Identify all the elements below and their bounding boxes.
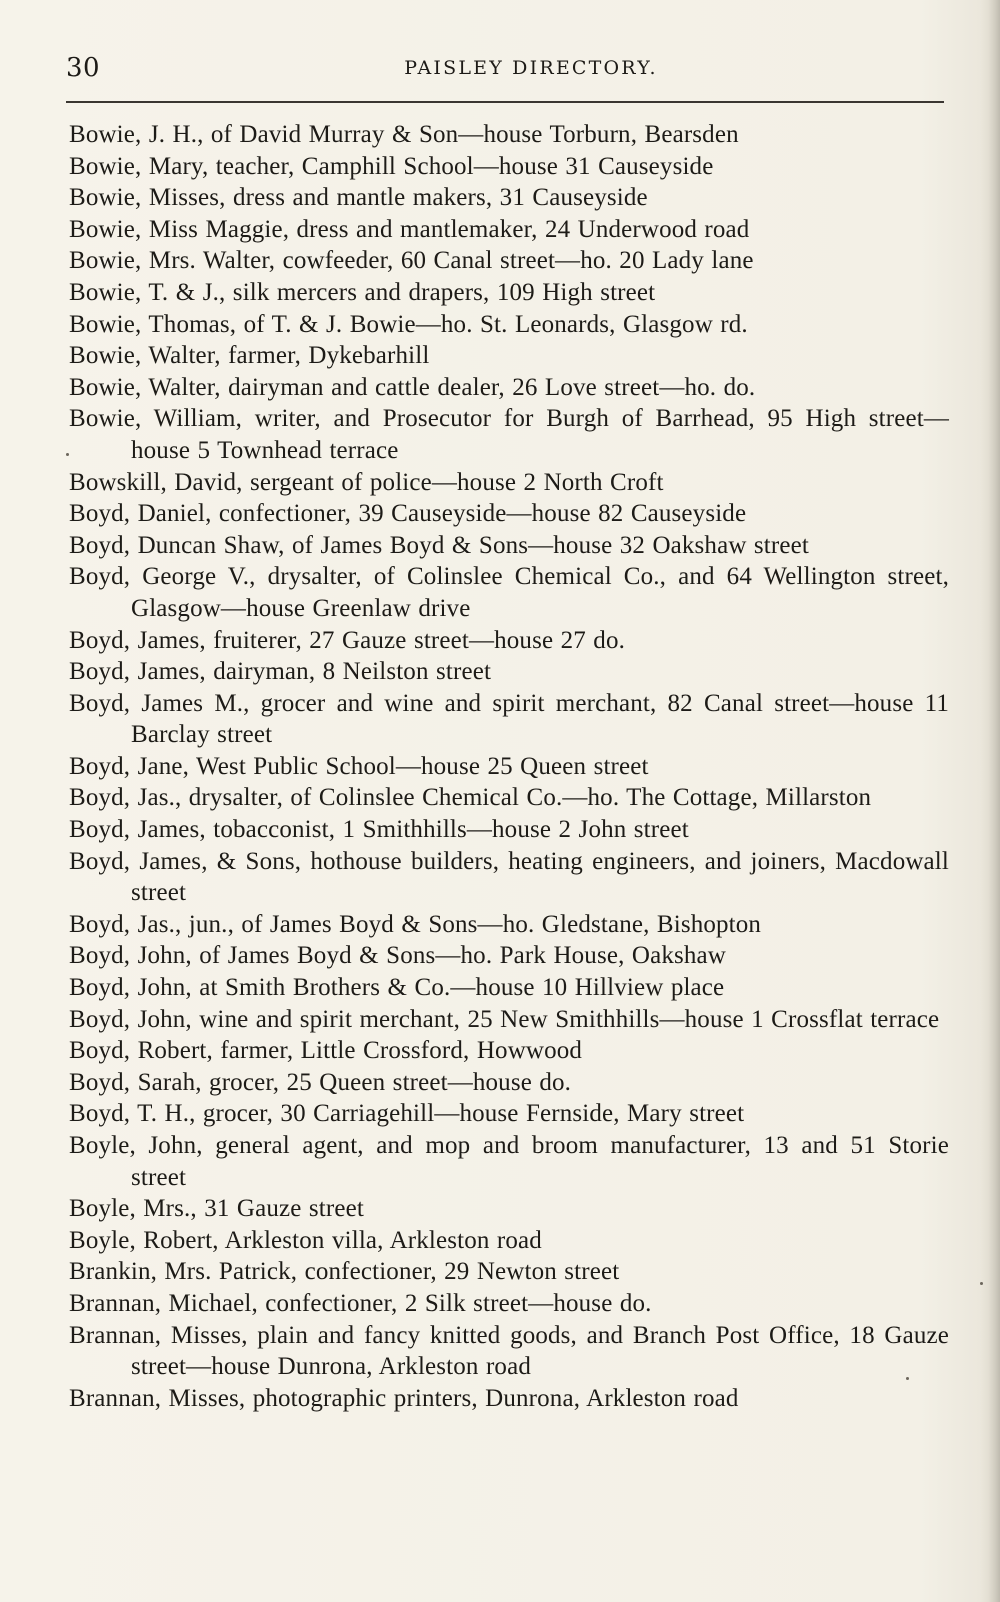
page-header — [66, 48, 946, 88]
directory-entry: Bowie, Walter, dairyman and cattle dealer, 26 Love street—ho. do. — [69, 373, 756, 401]
directory-entry: Boyd, John, of James Boyd & Sons—ho. Park House, Oakshaw — [69, 942, 726, 970]
directory-entry: Boyd, James, tobacconist, 1 Smithhills—house 2 John street — [69, 816, 689, 844]
page-edge-shadow — [988, 0, 1000, 1602]
page-number: 30 — [66, 53, 101, 83]
directory-entry: Boyd, Robert, farmer, Little Crossford, Howwood — [69, 1037, 583, 1065]
directory-entry: Boyd, James, dairyman, 8 Neilston street — [69, 658, 492, 686]
print-speck — [980, 1282, 983, 1285]
header-rule — [66, 101, 944, 103]
directory-entry: Boyd, Jane, West Public School—house 25 Queen street — [69, 752, 649, 780]
directory-entry: Bowskill, David, sergeant of police—house 2 North Croft — [69, 468, 664, 496]
directory-entry: Boyle, Mrs., 31 Gauze street — [69, 1195, 364, 1223]
print-speck — [906, 1377, 909, 1380]
directory-entry: Bowie, Walter, farmer, Dykebarhill — [69, 342, 430, 370]
directory-entry: Bowie, T. & J., silk mercers and drapers, 109 High street — [69, 278, 656, 306]
directory-entry: Boyd, John, wine and spirit merchant, 25 New Smithhills—house 1 Crossflat terrace — [69, 1005, 940, 1033]
directory-entry: Boyd, Jas., jun., of James Boyd & Sons—ho. Gledstane, Bishopton — [69, 910, 762, 938]
directory-entry: Bowie, William, writer, and Prosecutor for Burgh of Barrhead, 95 High street—house 5 Townhead terrace — [69, 405, 949, 464]
running-title: PAISLEY DIRECTORY. — [404, 57, 658, 79]
directory-entry: Boyle, Robert, Arkleston villa, Arkleston road — [69, 1226, 542, 1254]
directory-entry: Boyd, James M., grocer and wine and spirit merchant, 82 Canal street—house 11 Barclay street — [69, 689, 949, 749]
directory-entry: Boyd, James, & Sons, hothouse builders, heating engineers, and joiners, Macdowall street — [69, 847, 949, 907]
directory-entry: Brankin, Mrs. Patrick, confectioner, 29 Newton street — [69, 1258, 620, 1286]
directory-entry: Boyd, James, fruiterer, 27 Gauze street—house 27 do. — [69, 626, 626, 654]
directory-entry: Boyd, T. H., grocer, 30 Carriagehill—house Fernside, Mary street — [69, 1100, 745, 1128]
directory-entry: Boyd, Sarah, grocer, 25 Queen street—house do. — [69, 1068, 572, 1096]
directory-entry: Brannan, Michael, confectioner, 2 Silk street—house do. — [69, 1289, 652, 1317]
directory-entry: Bowie, Thomas, of T. & J. Bowie—ho. St. Leonards, Glasgow rd. — [69, 310, 748, 338]
directory-entry: Bowie, Miss Maggie, dress and mantlemaker, 24 Underwood road — [69, 215, 750, 243]
directory-entry: Bowie, Mary, teacher, Camphill School—house 31 Causeyside — [69, 152, 714, 180]
directory-entry: Boyle, John, general agent, and mop and broom manufacturer, 13 and 51 Storie street — [69, 1132, 949, 1191]
print-speck — [66, 453, 69, 456]
directory-entry: Brannan, Misses, photographic printers, Dunrona, Arkleston road — [69, 1384, 739, 1412]
directory-entry: Bowie, Misses, dress and mantle makers, 31 Causeyside — [69, 184, 648, 212]
directory-entry: Boyd, John, at Smith Brothers & Co.—house 10 Hillview place — [69, 974, 725, 1002]
directory-entry: Boyd, Jas., drysalter, of Colinslee Chemical Co.—ho. The Cottage, Millarston — [69, 784, 872, 812]
directory-entry: Boyd, Duncan Shaw, of James Boyd & Sons—house 32 Oakshaw street — [69, 531, 809, 559]
directory-entry: Boyd, Daniel, confectioner, 39 Causeyside—house 82 Causeyside — [69, 500, 747, 528]
directory-entry: Bowie, Mrs. Walter, cowfeeder, 60 Canal street—ho. 20 Lady lane — [69, 247, 754, 275]
directory-entry: Boyd, George V., drysalter, of Colinslee Chemical Co., and 64 Wellington street, Glasgow—house Greenlaw drive — [69, 563, 949, 622]
directory-entries — [69, 119, 949, 1414]
directory-entry: Brannan, Misses, plain and fancy knitted goods, and Branch Post Office, 18 Gauze street—house Dunrona, Arkleston road — [69, 1321, 949, 1381]
directory-entry: Bowie, J. H., of David Murray & Son—house Torburn, Bearsden — [69, 121, 739, 148]
